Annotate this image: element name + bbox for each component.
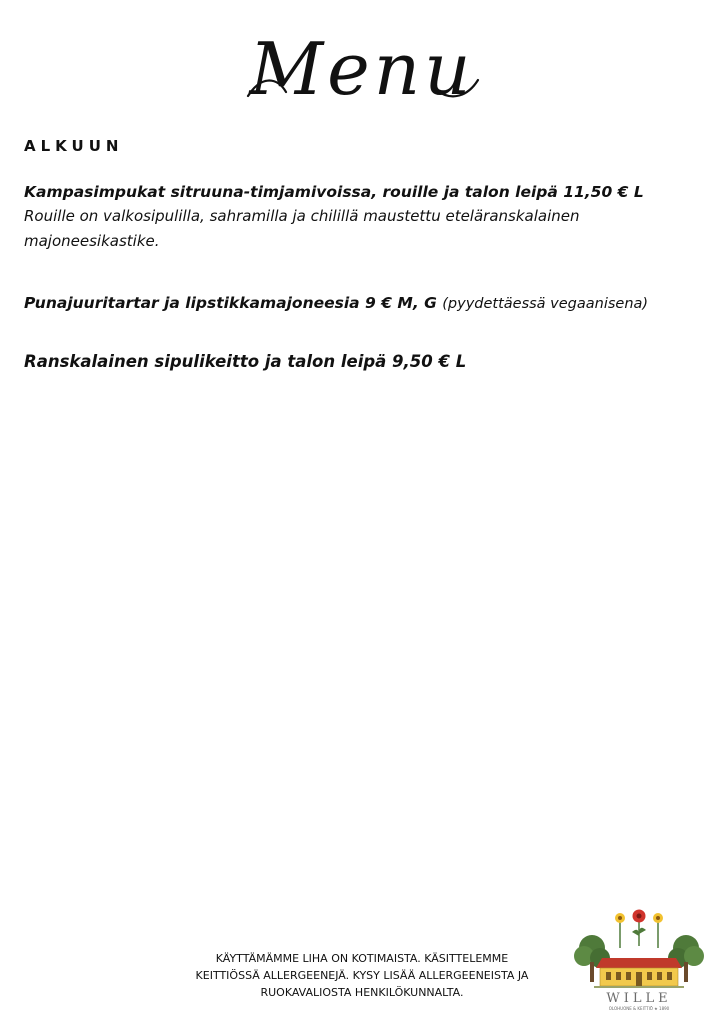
menu-title-graphic [0,14,724,114]
allergen-notice [162,950,562,1001]
flower-icon [615,913,625,948]
menu-item-line [24,291,704,316]
flower-icon [653,913,663,948]
logo-name: WILLE [606,991,672,1006]
allergen-notice-line: RUOKAVALIOSTA HENKILÖKUNNALTA. [260,986,464,999]
logo-graphic [574,906,704,1012]
page-title: Menu [249,27,475,111]
menu-item [24,180,704,254]
menu-item-description: Rouille on valkosipulilla, sahramilla ja chilillä maustettu eteläranskalainen [24,207,580,225]
flower-icon [632,910,646,947]
menu-item-name: Ranskalainen sipulikeitto ja talon leipä 9,50 € L [24,352,467,371]
section-heading: ALKUUN [24,137,124,155]
menu-item-name: Punajuuritartar ja lipstikkamajoneesia 9 € M, G [24,294,437,312]
menu-item-name: Kampasimpukat sitruuna-timjamivoissa, rouille ja talon leipä 11,50 € L [24,183,644,201]
allergen-notice-line: KÄYTTÄMÄMME LIHA ON KOTIMAISTA. KÄSITTELEMME [215,952,509,965]
menu-item-note: (pyydettäessä vegaanisena) [442,296,649,312]
menu-item [24,291,704,316]
allergen-notice-line: KEITTIÖSSÄ ALLERGEENEJÄ. KYSY LISÄÄ ALLERGEENEISTA JA [195,969,529,982]
menu-item-description: majoneesikastike. [24,232,160,250]
logo-tagline: OLOHUONE & KEITTIÖ ★ 1890 [608,1006,670,1011]
menu-item [24,350,704,374]
restaurant-logo [574,906,704,1012]
house-icon [594,958,684,988]
menu-title-area [0,14,724,114]
